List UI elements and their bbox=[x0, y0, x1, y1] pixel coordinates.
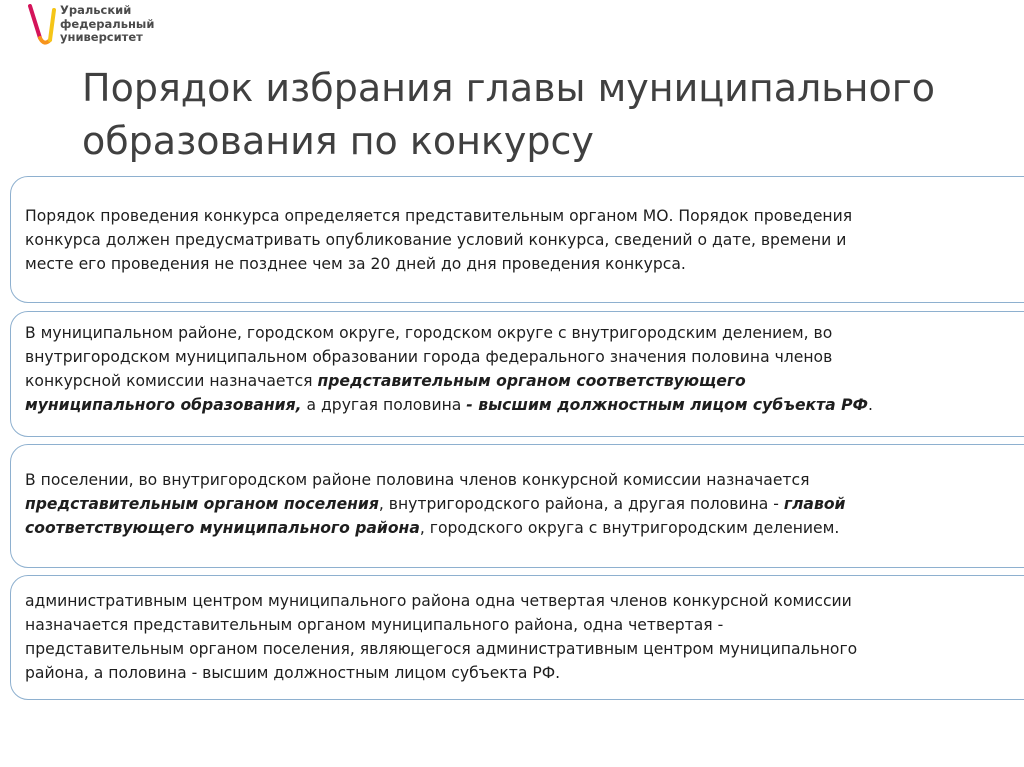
box-2-line-4 bbox=[25, 393, 1015, 417]
box-3-text-plain: , внутригородского района, а другая половина - bbox=[378, 495, 784, 513]
content-box-3 bbox=[10, 444, 1024, 568]
box-2-text-plain: конкурсной комиссии назначается bbox=[25, 372, 318, 390]
box-1-line-2: конкурса должен предусматривать опубликование условий конкурса, сведений о дате, времени и bbox=[25, 231, 847, 249]
box-2-text bbox=[11, 312, 1015, 417]
logo-line-3: университет bbox=[60, 30, 143, 44]
box-2-text-plain: . bbox=[868, 396, 873, 414]
box-2-line-1: В муниципальном районе, городском округе, городском округе с внутригородским делением, во bbox=[25, 324, 833, 342]
box-1-line-1: Порядок проведения конкурса определяется представительным органом МО. Порядок проведения bbox=[25, 207, 853, 225]
box-3-line-2 bbox=[25, 492, 1015, 516]
box-2-line-2: внутригородском муниципальном образовании города федерального значения половина членов bbox=[25, 348, 833, 366]
box-2-emphasis: - высшим должностным лицом субъекта РФ bbox=[466, 396, 868, 414]
box-3-emphasis: главой bbox=[783, 495, 846, 513]
box-3-text bbox=[11, 445, 1015, 540]
box-3-line-1: В поселении, во внутригородском районе половина членов конкурсной комиссии назначается bbox=[25, 471, 810, 489]
box-4-line-2: назначается представительным органом муниципального района, одна четвертая - bbox=[25, 616, 724, 634]
box-3-text-plain: , городского округа с внутригородским делением. bbox=[419, 519, 840, 537]
title-line-1: Порядок избрания главы муниципального bbox=[82, 66, 935, 110]
content-box-2 bbox=[10, 311, 1024, 437]
logo-text bbox=[60, 4, 260, 45]
box-4-line-3: представительным органом поселения, являющегося административным центром муниципального bbox=[25, 640, 858, 658]
box-2-emphasis: представительным органом соответствующего bbox=[317, 372, 746, 390]
box-2-emphasis: муниципального образования, bbox=[25, 396, 302, 414]
box-1-line-3: месте его проведения не позднее чем за 20 дней до дня проведения конкурса. bbox=[25, 255, 686, 273]
logo-line-2: федеральный bbox=[60, 16, 155, 31]
box-4-text bbox=[11, 576, 1015, 685]
box-4-line-1: административным центром муниципального района одна четвертая членов конкурсной комиссии bbox=[25, 592, 852, 610]
box-2-text-plain: а другая половина bbox=[301, 396, 467, 414]
logo-line-1: Уральский bbox=[60, 3, 132, 17]
content-box-1 bbox=[10, 176, 1024, 303]
slide-title bbox=[82, 62, 982, 168]
box-3-line-3 bbox=[25, 516, 1015, 540]
box-2-line-3 bbox=[25, 369, 1015, 393]
title-line-2: образования по конкурсу bbox=[82, 119, 594, 163]
content-box-4 bbox=[10, 575, 1024, 700]
logo-mark-icon bbox=[28, 4, 56, 46]
box-3-emphasis: соответствующего муниципального района bbox=[25, 519, 420, 537]
box-1-text bbox=[11, 177, 1015, 276]
box-3-emphasis: представительным органом поселения bbox=[25, 495, 379, 513]
box-4-line-4: района, а половина - высшим должностным лицом субъекта РФ. bbox=[25, 664, 561, 682]
